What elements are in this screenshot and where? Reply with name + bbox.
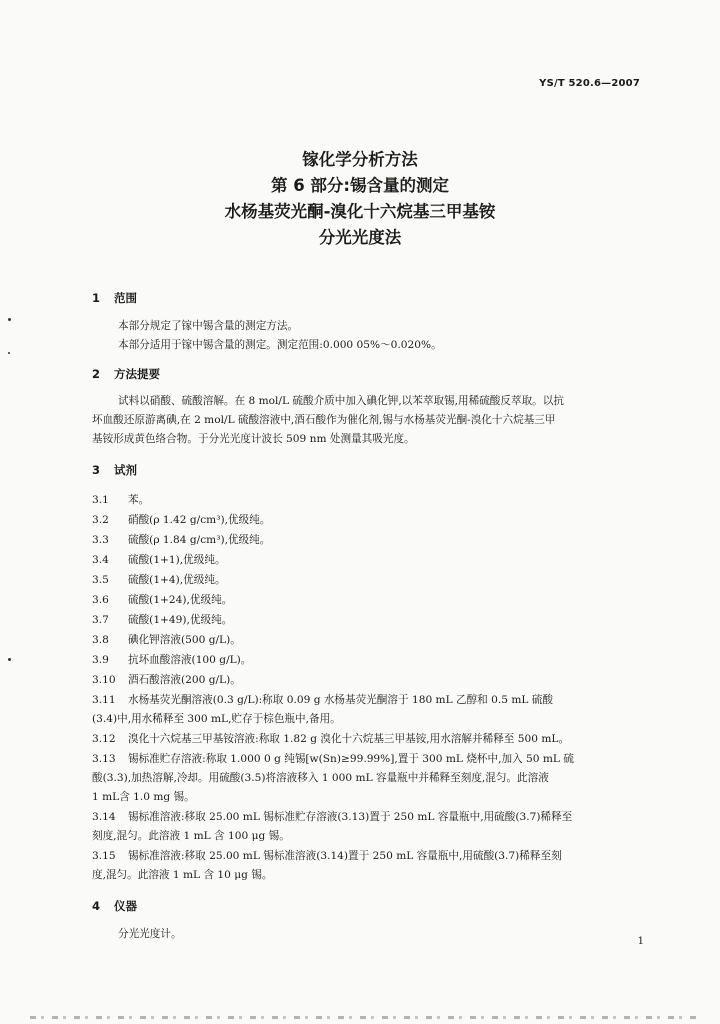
reagent-item xyxy=(92,512,270,527)
reagent-number: 3.14 xyxy=(92,811,116,823)
reagent-item xyxy=(92,552,226,567)
title-line-1: 镓化学分析方法 xyxy=(302,150,418,169)
scan-speck xyxy=(8,352,10,354)
reagent-item xyxy=(92,532,270,547)
reagent-number: 3.6 xyxy=(92,594,109,606)
principle-line-1: 试料以硝酸、硫酸溶解。在 8 mol/L 硫酸介质中加入碘化钾,以苯萃取锡,用稀硫酸反萃取。以抗 xyxy=(118,395,564,407)
section-title: 试剂 xyxy=(114,463,137,477)
section-number: 3 xyxy=(92,463,101,477)
section-title: 仪器 xyxy=(114,899,137,913)
reagent-continuation: 度,混匀。此溶液 1 mL 含 10 μg 锡。 xyxy=(92,869,273,881)
reagent-item xyxy=(92,848,562,863)
reagent-text: 锡标准溶液:移取 25.00 mL 锡标准溶液(3.14)置于 250 mL 容量瓶中,用硫酸(3.7)稀释至刻 xyxy=(128,850,562,862)
reagent-text: 水杨基荧光酮溶液(0.3 g/L):称取 0.09 g 水杨基荧光酮溶于 180 mL 乙醇和 0.5 mL 硫酸 xyxy=(128,694,553,706)
reagent-number: 3.1 xyxy=(92,494,109,506)
page-number: 1 xyxy=(637,936,644,947)
title-line-4: 分光光度法 xyxy=(318,228,402,247)
section-number: 1 xyxy=(92,291,101,305)
section-number: 4 xyxy=(92,899,101,913)
scan-edge-noise xyxy=(30,1016,700,1019)
reagent-number: 3.7 xyxy=(92,614,109,626)
reagent-continuation: 酸(3.3),加热溶解,冷却。用硫酸(3.5)将溶液移入 1 000 mL 容量瓶中并稀释至刻度,混匀。此溶液 xyxy=(92,772,549,784)
reagent-text: 碘化钾溶液(500 g/L)。 xyxy=(128,634,241,646)
section-heading-principle xyxy=(92,366,160,382)
reagent-number: 3.12 xyxy=(92,733,116,745)
reagent-number: 3.10 xyxy=(92,674,116,686)
scan-speck xyxy=(8,658,11,661)
section-heading-scope xyxy=(92,290,137,306)
reagent-text: 硫酸(1+49),优级纯。 xyxy=(128,614,233,626)
reagent-item xyxy=(92,809,572,824)
reagent-item xyxy=(92,592,232,607)
reagent-continuation: (3.4)中,用水稀释至 300 mL,贮存于棕色瓶中,备用。 xyxy=(92,713,341,725)
reagent-text: 硫酸(1+4),优级纯。 xyxy=(128,574,226,586)
reagent-item xyxy=(92,751,574,766)
reagent-item xyxy=(92,572,226,587)
section-title: 范围 xyxy=(114,291,137,305)
scan-speck xyxy=(8,318,11,321)
reagent-number: 3.11 xyxy=(92,694,116,706)
reagent-number: 3.3 xyxy=(92,534,109,546)
reagent-number: 3.2 xyxy=(92,514,109,526)
section-heading-reagents xyxy=(92,462,137,478)
scope-paragraph-2: 本部分适用于镓中锡含量的测定。测定范围:0.000 05%～0.020%。 xyxy=(118,339,442,351)
reagent-text: 硫酸(1+1),优级纯。 xyxy=(128,554,226,566)
reagent-number: 3.15 xyxy=(92,850,116,862)
instrument-text: 分光光度计。 xyxy=(118,928,182,940)
reagent-number: 3.5 xyxy=(92,574,109,586)
reagent-item xyxy=(92,672,241,687)
reagent-continuation: 1 mL含 1.0 mg 锡。 xyxy=(92,791,195,803)
reagent-item xyxy=(92,652,251,667)
reagent-item xyxy=(92,632,241,647)
reagent-text: 溴化十六烷基三甲基铵溶液:称取 1.82 g 溴化十六烷基三甲基铵,用水溶解并稀释至 500 mL。 xyxy=(128,733,570,745)
reagent-text: 苯。 xyxy=(128,494,150,506)
section-heading-instruments xyxy=(92,898,137,914)
reagent-text: 硝酸(ρ 1.42 g/cm³),优级纯。 xyxy=(128,514,271,526)
reagent-text: 硫酸(1+24),优级纯。 xyxy=(128,594,233,606)
reagent-text: 硫酸(ρ 1.84 g/cm³),优级纯。 xyxy=(128,534,271,546)
principle-line-2: 坏血酸还原游离碘,在 2 mol/L 硫酸溶液中,酒石酸作为催化剂,锡与水杨基荧光酮-溴化十六烷基三甲 xyxy=(92,414,556,426)
reagent-continuation: 刻度,混匀。此溶液 1 mL 含 100 μg 锡。 xyxy=(92,830,290,842)
title-line-3: 水杨基荧光酮-溴化十六烷基三甲基铵 xyxy=(224,202,496,221)
reagent-number: 3.9 xyxy=(92,654,109,666)
reagent-text: 抗坏血酸溶液(100 g/L)。 xyxy=(128,654,252,666)
reagent-item xyxy=(92,612,232,627)
reagent-item xyxy=(92,731,569,746)
title-line-2: 第 6 部分:锡含量的测定 xyxy=(270,176,450,195)
section-number: 2 xyxy=(92,367,101,381)
section-title: 方法提要 xyxy=(114,367,160,381)
reagent-item xyxy=(92,692,553,707)
reagent-text: 锡标准溶液:移取 25.00 mL 锡标准贮存溶液(3.13)置于 250 mL 容量瓶中,用硫酸(3.7)稀释至 xyxy=(128,811,573,823)
reagent-number: 3.13 xyxy=(92,753,116,765)
reagent-number: 3.4 xyxy=(92,554,109,566)
scope-paragraph-1: 本部分规定了镓中锡含量的测定方法。 xyxy=(118,320,299,332)
standard-number: YS/T 520.6—2007 xyxy=(539,78,640,89)
reagent-item xyxy=(92,492,149,507)
reagent-text: 锡标准贮存溶液:称取 1.000 0 g 纯锡[w(Sn)≥99.99%],置于 300 mL 烧杯中,加入 50 mL 硫 xyxy=(128,753,574,765)
reagent-text: 酒石酸溶液(200 g/L)。 xyxy=(128,674,241,686)
reagent-number: 3.8 xyxy=(92,634,109,646)
principle-line-3: 基铵形成黄色络合物。于分光光度计波长 509 nm 处测量其吸光度。 xyxy=(92,433,415,445)
